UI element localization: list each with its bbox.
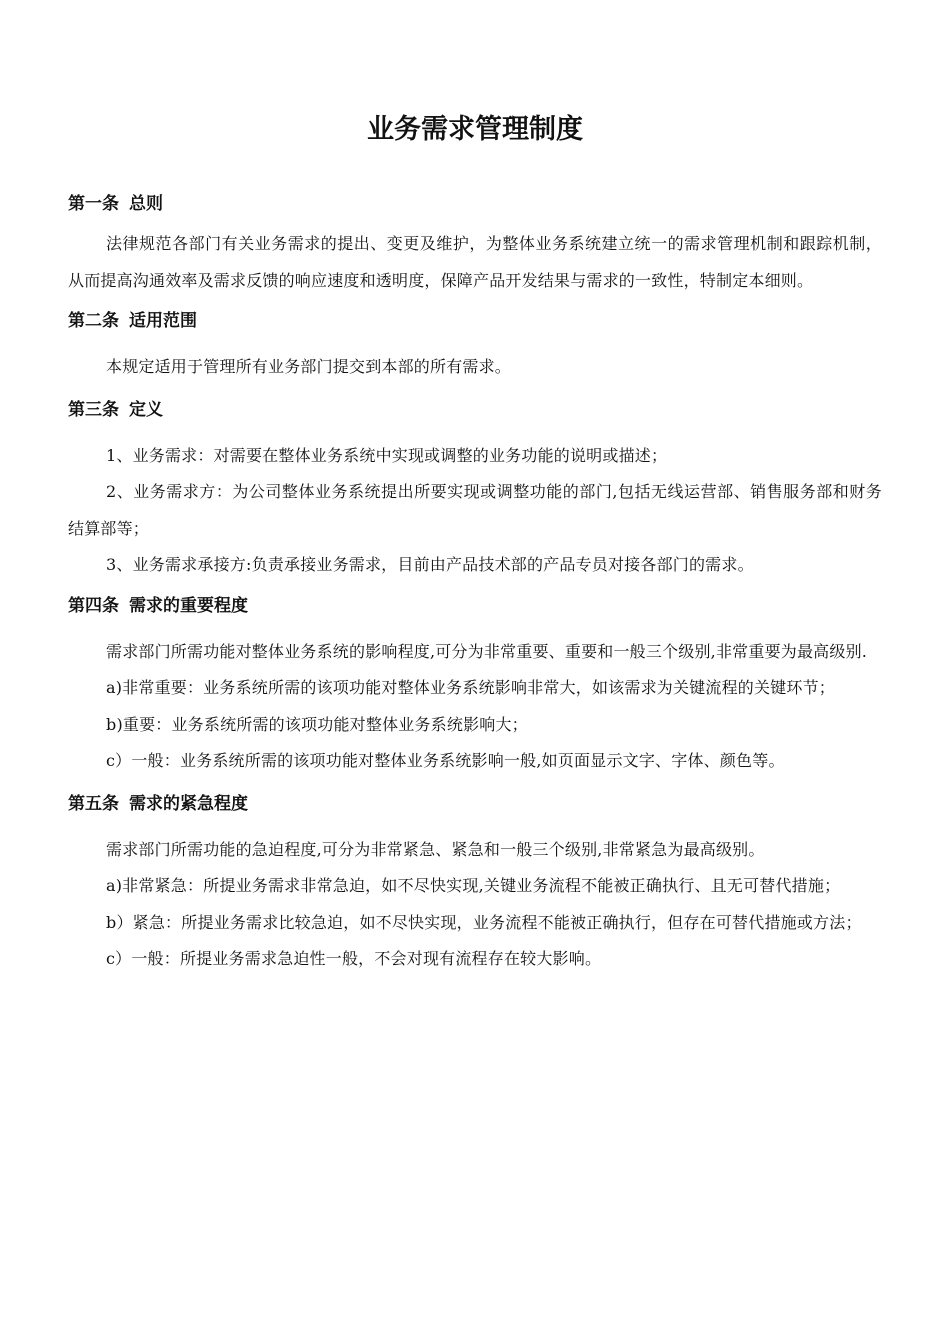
paragraph: 法律规范各部门有关业务需求的提出、变更及维护，为整体业务系统建立统一的需求管理机制和跟踪机制，从而提高沟通效率及需求反馈的响应速度和透明度，保障产品开发结果与需求的一致性，特制定本细则。 bbox=[68, 234, 882, 290]
article-title: 总则 bbox=[129, 194, 163, 214]
document-body bbox=[68, 188, 882, 986]
section-heading bbox=[68, 788, 882, 820]
section-heading bbox=[68, 305, 882, 337]
article-title: 定义 bbox=[129, 399, 163, 420]
article-number: 第二条 bbox=[68, 311, 119, 331]
paragraph: c）一般：所提业务需求急迫性一般，不会对现有流程存在较大影响。 bbox=[106, 949, 602, 968]
paragraph: 1、业务需求：对需要在整体业务系统中实现或调整的业务功能的说明或描述； bbox=[106, 445, 668, 465]
article-number: 第四条 bbox=[68, 595, 119, 616]
paragraph: b）紧急：所提业务需求比较急迫，如不尽快实现，业务流程不能被正确执行，但存在可替代措施或方法； bbox=[106, 912, 862, 932]
article-number: 第三条 bbox=[68, 399, 119, 420]
section-general bbox=[68, 188, 882, 299]
section-urgency bbox=[68, 788, 882, 978]
paragraph: b)重要：业务系统所需的该项功能对整体业务系统影响大； bbox=[106, 714, 528, 734]
paragraph: 2、业务需求方：为公司整体业务系统提出所要实现或调整功能的部门,包括无线运营部、销售服务部和财务结算部等； bbox=[68, 482, 882, 538]
section-definitions bbox=[68, 394, 882, 584]
article-title: 适用范围 bbox=[129, 311, 197, 331]
section-importance bbox=[68, 590, 882, 780]
paragraph: 3、业务需求承接方:负责承接业务需求，目前由产品技术部的产品专员对接各部门的需求。 bbox=[106, 555, 754, 574]
paragraph: a)非常紧急：所提业务需求非常急迫，如不尽快实现,关键业务流程不能被正确执行、且无可替代措施； bbox=[106, 876, 841, 895]
section-heading bbox=[68, 188, 882, 220]
article-title: 需求的重要程度 bbox=[129, 595, 248, 616]
paragraph: c）一般：业务系统所需的该项功能对整体业务系统影响一般,如页面显示文字、字体、颜色等。 bbox=[106, 751, 785, 770]
article-number: 第五条 bbox=[68, 793, 119, 814]
section-scope bbox=[68, 305, 882, 386]
article-title: 需求的紧急程度 bbox=[129, 793, 248, 814]
section-heading bbox=[68, 394, 882, 426]
article-number: 第一条 bbox=[68, 194, 119, 214]
paragraph: 本规定适用于管理所有业务部门提交到本部的所有需求。 bbox=[106, 357, 512, 376]
paragraph: a)非常重要：业务系统所需的该项功能对整体业务系统影响非常大，如该需求为关键流程的关键环节； bbox=[106, 678, 835, 697]
document-title: 业务需求管理制度 bbox=[367, 114, 583, 145]
paragraph: 需求部门所需功能对整体业务系统的影响程度,可分为非常重要、重要和一般三个级别,非常重要为最高级别. bbox=[106, 641, 868, 661]
section-heading bbox=[68, 590, 882, 622]
paragraph: 需求部门所需功能的急迫程度,可分为非常紧急、紧急和一般三个级别,非常紧急为最高级别。 bbox=[106, 839, 765, 859]
